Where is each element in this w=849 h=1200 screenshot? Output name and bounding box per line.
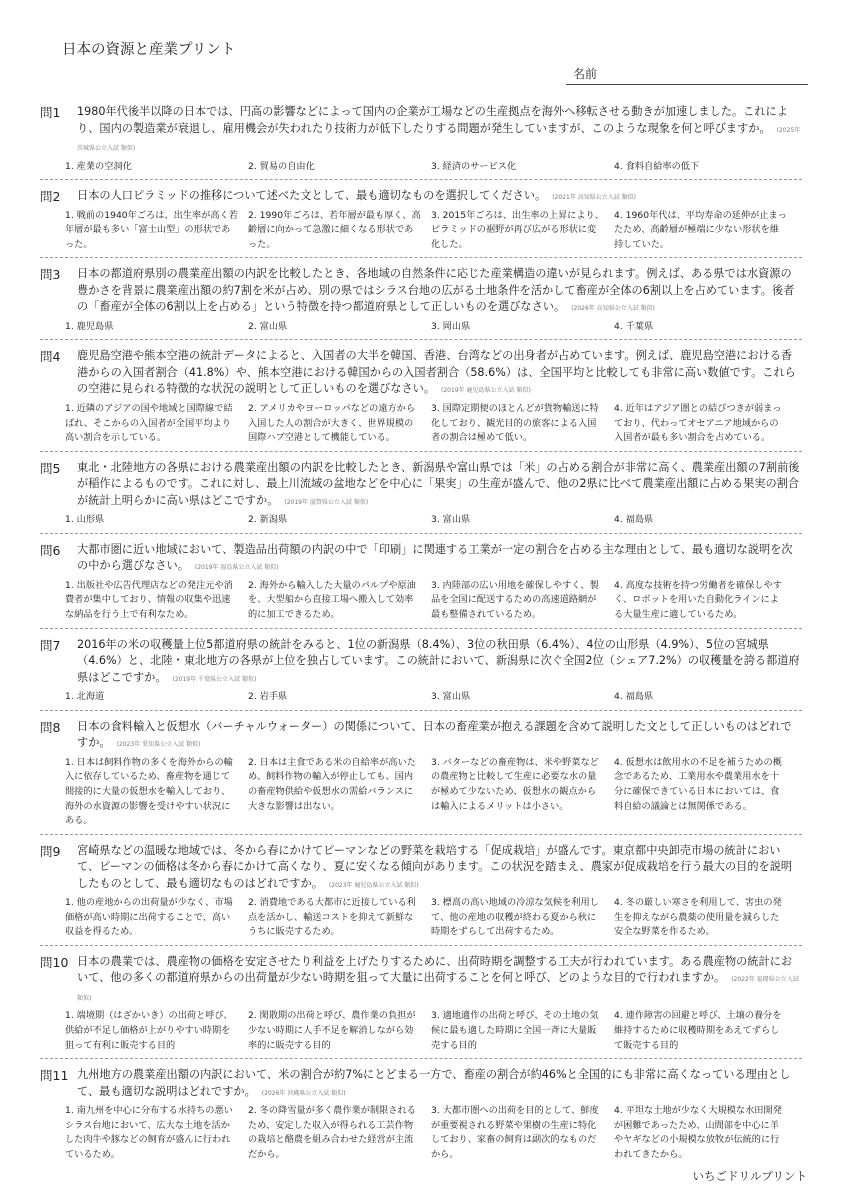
answer-option[interactable]: 1. 出版社や広告代理店などの発注元や消費者が集中しており、情報の収集や迅速な納品を行う上で有利なため。: [65, 579, 233, 621]
question-stem: [77, 460, 802, 512]
question-source: (2023年 愛知県公立入試 類似): [116, 741, 201, 749]
answer-option[interactable]: 4. 平坦な土地が少なく大規模な水田開発が困難であったため、山間部を中心に羊やヤギなどの小規模な放牧が伝統的に行われてきたから。: [614, 1105, 782, 1161]
question-stem: [77, 637, 802, 689]
question-divider: [40, 1058, 802, 1059]
question-block: [40, 1067, 802, 1162]
question-number: 問6: [40, 542, 61, 558]
question-number: 問7: [40, 637, 61, 653]
answer-option[interactable]: 3. 富山県: [431, 691, 471, 703]
answer-option[interactable]: 3. 富山県: [431, 514, 471, 526]
answer-option[interactable]: 3. 国際定期便のほとんどが貨物輸送に特化しており、観光目的の旅客による入国者の割合は極めて低い。: [431, 402, 599, 444]
answer-option[interactable]: 3. 大都市圏への出荷を目的として、鮮度が重要視される野菜や果樹の生産に特化しており、家畜の飼育は副次的なものだから。: [431, 1105, 599, 1161]
answer-option[interactable]: 4. 1960年代は、平均寿命の延伸が止まったため、高齢層が極端に少ない形状を維持していた。: [614, 209, 787, 250]
answer-options: [65, 1104, 802, 1162]
answer-option[interactable]: 4. 食料自給率の低下: [614, 160, 700, 172]
answer-options: [65, 160, 802, 175]
answer-options: [65, 402, 802, 446]
question-stem: [77, 954, 802, 1008]
question-block: [40, 460, 802, 528]
question-text: 東北・北陸地方の各県における農業産出額の内訳を比較したとき、新潟県や富山県では「米」の占める割合が非常に高く、農業産出額の7割前後が稲作によるものです。これに対し、最上川流域の盆地などを中心に「果実」の生産が盛んで、他の2県に比べて農業産出額に占める果実の割合が統計上明らかに高い県はどこですか。: [77, 460, 800, 507]
answer-options: [65, 320, 802, 335]
question-divider: [40, 451, 802, 452]
answer-option[interactable]: 4. 仮想水は飲用水の不足を補うための概念であるため、工業用水や農業用水を十分に確保できている日本においては、食料自給の議論とは無関係である。: [614, 756, 782, 812]
question-divider: [40, 710, 802, 711]
answer-options: [65, 756, 802, 829]
question-divider: [40, 257, 802, 258]
answer-options: [65, 690, 802, 705]
answer-option[interactable]: 2. 新潟県: [248, 514, 288, 526]
question-number: 問4: [40, 349, 61, 365]
question-source: (2025年 茨城県公立入試 類似): [77, 126, 801, 152]
answer-option[interactable]: 1. 戦前の1940年ごろは、出生率が高く若年層が最も多い「富士山型」の形状であった。: [65, 209, 238, 250]
question-source: (2023年 鹿児島県公立入試 類似): [328, 881, 419, 889]
question-block: [40, 542, 802, 623]
question-block: [40, 348, 802, 445]
question-divider: [40, 339, 802, 340]
question-stem: [77, 266, 802, 318]
answer-option[interactable]: 4. 連作障害の回避と呼び、土壌の養分を維持するために収穫時期をあえてずらして販売する目的: [614, 1010, 782, 1051]
answer-option[interactable]: 3. 適地適作の出荷と呼び、その土地の気候に最も適した時期に全国一斉に大量販売する目的: [431, 1010, 599, 1051]
question-number: 問2: [40, 189, 61, 205]
question-text: 大都市圏に近い地域において、製造品出荷額の内訳の中で「印刷」に関連する工業が一定の割合を占める主な理由として、最も適切な説明を次の中から選びなさい。: [77, 542, 793, 573]
question-source: (2026年 沖縄県公立入試 類似): [261, 1089, 346, 1097]
question-number: 問1: [40, 105, 61, 120]
answer-option[interactable]: 1. 山形県: [65, 514, 105, 526]
question-list: [40, 104, 802, 1163]
question-text: 日本の農業では、農産物の価格を安定させたり利益を上げたりするために、出荷時期を調整する工夫が行われています。ある農産物の統計において、他の多くの都道府県からの出荷量が少ない時期を狙って大量に出荷することを何と呼び、どのような目的で行われますか。: [77, 954, 793, 985]
question-text: 日本の人口ピラミッドの推移について述べた文として、最も適切なものを選択してください。: [77, 189, 547, 203]
answer-option[interactable]: 4. 福島県: [614, 691, 654, 703]
answer-option[interactable]: 1. 他の産地からの出荷量が少なく、市場価格が高い時期に出荷することで、高い収益を得るため。: [65, 897, 233, 938]
question-text: 宮崎県などの温暖な地域では、冬から春にかけてピーマンなどの野菜を栽培する「促成栽培」が盛んです。東京都中央卸売市場の統計において、ピーマンの価格は冬から春にかけて高くなり、夏に安くなる傾向があります。この状況を踏まえ、農家が促成栽培を行う最大の目的を説明したものとして、最も適切なものはどれですか。: [77, 843, 793, 890]
question-stem: [77, 843, 802, 895]
answer-option[interactable]: 2. 冬の降雪量が多く農作業が制限されるため、安定した収入が得られる工芸作物の栽培と酪農を組み合わせた経営が主流だから。: [248, 1105, 416, 1161]
question-number: 問11: [40, 1068, 69, 1084]
question-block: [40, 188, 802, 252]
name-input-line[interactable]: [566, 84, 808, 85]
question-block: [40, 266, 802, 334]
answer-option[interactable]: 3. 2015年ごろは、出生率の上昇により、ピラミッドの裾野が再び広がる形状に変化した。: [431, 209, 604, 250]
question-block: [40, 843, 802, 940]
question-divider: [40, 834, 802, 835]
question-source: (2026年 高知県公立入試 類似): [571, 305, 655, 313]
question-stem: [77, 188, 802, 207]
answer-option[interactable]: 1. 鹿児島県: [65, 320, 114, 332]
question-number: 問3: [40, 267, 61, 283]
question-block: [40, 719, 802, 829]
answer-option[interactable]: 3. 内陸部の広い用地を確保しやすく、製品を全国に配送するための高速道路網が最も整備されているため。: [431, 579, 599, 621]
question-divider: [40, 628, 802, 629]
question-source: (2019年 福島県公立入試 類似): [194, 564, 279, 572]
answer-option[interactable]: 3. バターなどの畜産物は、米や野菜などの農産物と比較して生産に必要な水の量が極めて少ないため、仮想水の観点からは輸入によるメリットは小さい。: [431, 756, 599, 812]
answer-option[interactable]: 3. 標高の高い地域の冷涼な気候を利用して、他の産地の収穫が終わる夏から秋に時期をずらして出荷するため。: [431, 897, 599, 938]
question-number: 問9: [40, 843, 61, 859]
question-block: [40, 104, 802, 174]
answer-option[interactable]: 1. 日本は飼料作物の多くを海外からの輸入に依存しているため、畜産物を通じて間接的に大量の仮想水を輸入しており、海外の水資源の影響を受けやすい状況にある。: [65, 756, 233, 827]
question-text: 日本の食料輸入と仮想水（バーチャルウォーター）の関係について、日本の畜産業が抱える課題を含めて説明した文として正しいものはどれですか。: [77, 719, 792, 750]
answer-option[interactable]: 4. 近年はアジア圏との結びつきが弱まっており、代わってオセアニア地域からの入国者が最も多い割合を占めている。: [614, 402, 782, 444]
answer-option[interactable]: 2. 消費地である大都市に近接している利点を活かし、輸送コストを抑えて新鮮なうちに販売するため。: [248, 897, 416, 938]
answer-option[interactable]: 2. 海外から輸入した大量のパルプや原油を、大型船から直接工場へ搬入して効率的に加工できるため。: [248, 579, 416, 621]
page-title: 日本の資源と産業プリント: [62, 42, 236, 58]
answer-option[interactable]: 2. 日本は主食である米の自給率が高いため、飼料作物の輸入が停止しても、国内の畜産物供給や仮想水の需給バランスに大きな影響は出ない。: [248, 756, 416, 812]
answer-options: [65, 579, 802, 623]
answer-option[interactable]: 1. 産業の空洞化: [65, 160, 132, 172]
answer-options: [65, 513, 802, 528]
answer-option[interactable]: 1. 南九州を中心に分布する水持ちの悪いシラス台地において、広大な土地を活かした肉牛や豚などの飼育が盛んに行われているため。: [65, 1105, 233, 1161]
answer-options: [65, 209, 802, 253]
question-divider: [40, 179, 802, 180]
answer-option[interactable]: 3. 岡山県: [431, 320, 471, 332]
question-number: 問8: [40, 719, 61, 735]
answer-option[interactable]: 1. 北海道: [65, 691, 105, 703]
answer-option[interactable]: 2. 閑散期の出荷と呼び、農作業の負担が少ない時期に人手不足を解消しながら効率的に販売する目的: [248, 1010, 416, 1051]
question-source: (2019年 滋賀県公立入試 類似): [284, 498, 369, 506]
question-block: [40, 954, 802, 1053]
question-source: (2019年 鹿児島県公立入試 類似): [441, 387, 531, 395]
answer-option[interactable]: 2. 富山県: [248, 320, 288, 332]
footer-brand: いちごドリルプリント: [692, 1169, 807, 1183]
question-source: (2019年 千葉県公立入試 類似): [172, 675, 257, 683]
question-stem: [77, 1067, 802, 1102]
question-text: 鹿児島空港や熊本空港の統計データによると、入国者の大半を韓国、香港、台湾などの出身者が占めています。例えば、鹿児島空港における香港からの入国者割合（41.8%）や、熊本空港における韓国からの入国者割合（58.6%）は、全国平均と比較しても非常に高い数値です。これらの空港に見られる特徴的な状況の説明として正しいものを選びなさい。: [77, 349, 796, 396]
question-divider: [40, 945, 802, 946]
question-text: 九州地方の農業産出額の内訳において、米の割合が約7%にとどまる一方で、畜産の割合が約46%と全国的にも非常に高くなっている理由として、最も適切な説明はどれですか。: [77, 1068, 791, 1098]
answer-option[interactable]: 2. アメリカやヨーロッパなどの遠方から入国した人の割合が大きく、世界規模の国際ハブ空港として機能している。: [248, 402, 416, 444]
answer-option[interactable]: 1. 近隣のアジアの国や地域と国際線で結ばれ、そこからの入国者が全国平均より高い割合を示している。: [65, 402, 233, 444]
question-text: 2016年の米の収穫量上位5都道府県の統計をみると、1位の新潟県（8.4%）、3位の秋田県（6.4%）、4位の山形県（4.9%）、5位の宮城県（4.6%）と、北陸・東北地方の各県が上位を独占しています。この統計において、新潟県に次ぐ全国2位（シェア7.2%）の収穫量を誇る都道府県はどこですか。: [77, 637, 800, 684]
answer-option[interactable]: 2. 貿易の自由化: [248, 160, 315, 172]
question-source: (2022年 福岡県公立入試 類似): [77, 976, 799, 1002]
question-number: 問10: [40, 954, 69, 970]
question-source: (2021年 高知県公立入試 類似): [552, 194, 636, 202]
question-text: 日本の都道府県別の農業産出額の内訳を比較したとき、各地域の自然条件に応じた産業構造の違いが見られます。例えば、ある県では水資源の豊かさを背景に農業産出額の約7割を米が占め、別の県ではシラス台地の広がる土地条件を活かして畜産が全体の6割以上を占めています。後者の「畜産が全体の6割以上を占める」という特徴を持つ都道府県として正しいものを選びなさい。: [77, 267, 795, 314]
answer-option[interactable]: 2. 岩手県: [248, 691, 288, 703]
answer-option[interactable]: 1. 端境期（はざかいき）の出荷と呼び、供給が不足し価格が上がりやすい時期を狙って有利に販売する目的: [65, 1010, 233, 1051]
name-label: 名前: [573, 67, 598, 81]
answer-options: [65, 896, 802, 940]
answer-option[interactable]: 4. 千葉県: [614, 320, 654, 332]
question-stem: [77, 719, 802, 754]
question-text: 1980年代後半以降の日本では、円高の影響などによって国内の企業が工場などの生産拠点を海外へ移転させる動きが加速しました。これにより、国内の製造業が衰退し、雇用機会が失われたり技術力が低下したりする問題が発生していますが、このような現象を何と呼びますか。: [77, 105, 788, 135]
question-stem: [77, 348, 802, 400]
answer-option[interactable]: 3. 経済のサービス化: [431, 160, 517, 172]
answer-option[interactable]: 4. 高度な技術を持つ労働者を確保しやすく、ロボットを用いた自動化ラインによる大量生産に適しているため。: [614, 579, 782, 621]
question-block: [40, 637, 802, 705]
answer-option[interactable]: 4. 福島県: [614, 514, 654, 526]
answer-options: [65, 1009, 802, 1053]
question-number: 問5: [40, 460, 61, 476]
answer-option[interactable]: 4. 冬の厳しい寒さを利用して、害虫の発生を抑えながら農薬の使用量を減らした安全な野菜を作るため。: [614, 897, 782, 938]
answer-option[interactable]: 2. 1990年ごろは、若年層が最も厚く、高齢層に向かって急激に細くなる形状であった。: [248, 209, 421, 250]
question-stem: [77, 104, 802, 158]
question-stem: [77, 542, 802, 577]
question-divider: [40, 533, 802, 534]
